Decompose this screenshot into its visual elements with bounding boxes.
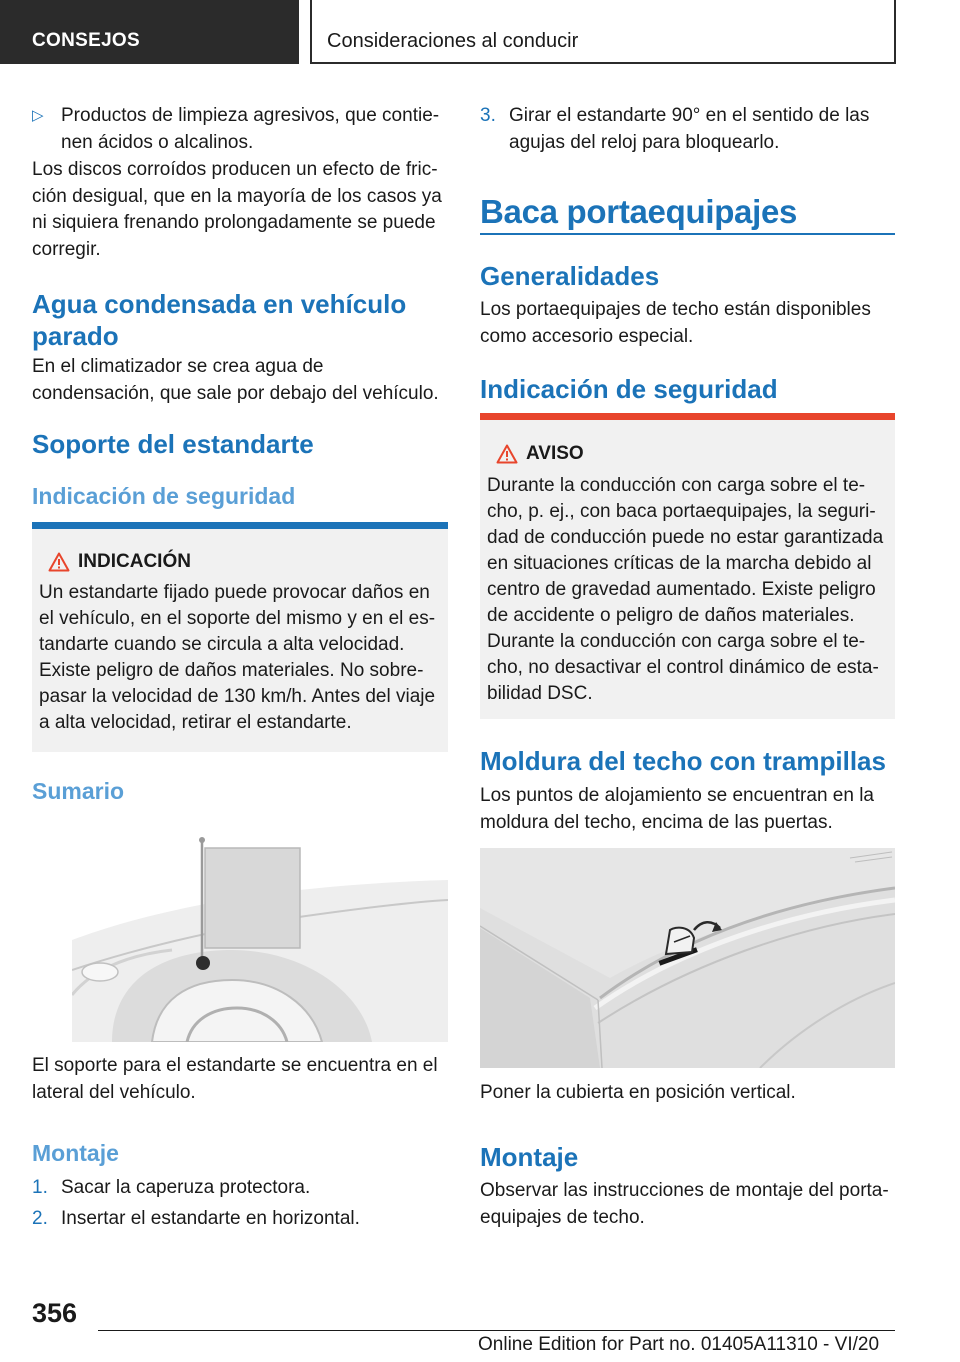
subheading-sumario: Sumario bbox=[32, 778, 125, 804]
paragraph-sumario: El soporte para el estandarte se encuentra en el lateral del vehículo. bbox=[32, 1055, 438, 1103]
heading-generalidades: Generalidades bbox=[480, 261, 660, 291]
subheading-indicacion-seguridad: Indicación de seguridad bbox=[32, 483, 296, 509]
triangle-bullet-icon: ▷ bbox=[32, 107, 44, 124]
warning-bar bbox=[480, 413, 895, 420]
notice-title: INDICACIÓN bbox=[78, 551, 191, 572]
warning-triangle-icon bbox=[48, 552, 70, 572]
header-section-label: CONSEJOS bbox=[32, 30, 140, 51]
paragraph-moldura: Los puntos de alojamiento se encuentran en la moldura del techo, encima de las puertas. bbox=[480, 785, 874, 833]
warning-triangle-icon bbox=[496, 444, 518, 464]
header-chapter-label: Consideraciones al conducir bbox=[327, 30, 579, 52]
bullet-text: Productos de limpieza agresivos, que contie‐ nen ácidos o alcalinos. bbox=[61, 105, 440, 153]
heading-agua-condensada: Agua condensada en vehículo parado bbox=[32, 289, 407, 351]
header-section-tab bbox=[0, 0, 299, 64]
heading-baca-portaequipajes: Baca portaequipajes bbox=[480, 193, 798, 230]
paragraph-cubierta: Poner la cubierta en posición vertical. bbox=[480, 1082, 796, 1103]
roof-rail-illustration bbox=[480, 848, 895, 1068]
paragraph-discos: Los discos corroídos producen un efecto de fric‐ ción desigual, que en la mayoría de los casos ya ni siquiera frenando prolongadamente se puede corregir. bbox=[32, 159, 442, 260]
step-number: 2. bbox=[32, 1208, 48, 1229]
notice-bar bbox=[32, 522, 448, 529]
flag-holder-illustration bbox=[72, 830, 448, 1042]
heading-soporte-estandarte: Soporte del estandarte bbox=[32, 429, 314, 459]
warning-title: AVISO bbox=[526, 443, 584, 464]
footer-rule bbox=[98, 1330, 895, 1331]
step-text: Insertar el estandarte en horizontal. bbox=[61, 1208, 360, 1229]
warning-box bbox=[480, 413, 895, 719]
page-number: 356 bbox=[32, 1298, 78, 1328]
paragraph-agua: En el climatizador se crea agua de condensación, que sale por debajo del vehículo. bbox=[32, 356, 439, 404]
notice-box bbox=[32, 522, 448, 752]
warning-text: Durante la conducción con carga sobre el te‐ cho, p. ej., con baca portaequipajes, la seguri‐ dad de conducción puede no estar garantizada en situaciones críticas de la marcha debido al centro de gravedad aumentado. Existe peligro de accidente o peligro de daños materiales. Durante la conducción con carga sobre el te‐ cho, no desactivar el control dinámico de esta‐ bilidad DSC. bbox=[487, 475, 884, 704]
heading-indicacion-seguridad: Indicación de seguridad bbox=[480, 374, 778, 404]
footer-edition: Online Edition for Part no. 01405A11310 - VI/20 bbox=[478, 1334, 880, 1355]
step-number: 3. bbox=[480, 105, 496, 126]
notice-text: Un estandarte fijado puede provocar daños en el vehículo, en el soporte del mismo y en el es‐ tandarte cuando se circula a alta velocidad. Existe peligro de daños materiales. No sobre‐ pasar la velocidad de 130 km/h. Antes del viaje a alta velocidad, retirar el estandarte. bbox=[39, 582, 436, 733]
paragraph-montaje: Observar las instrucciones de montaje del porta‐ equipajes de techo. bbox=[480, 1180, 889, 1228]
subheading-montaje-left: Montaje bbox=[32, 1140, 119, 1166]
header-chapter-box bbox=[310, 0, 896, 64]
heading-underline bbox=[480, 233, 895, 235]
paragraph-generalidades: Los portaequipajes de techo están disponibles como accesorio especial. bbox=[480, 299, 871, 347]
step-text: Girar el estandarte 90° en el sentido de las agujas del reloj para bloquearlo. bbox=[509, 105, 870, 153]
step-number: 1. bbox=[32, 1177, 48, 1198]
heading-montaje-right: Montaje bbox=[480, 1142, 579, 1172]
heading-moldura-techo: Moldura del techo con trampillas bbox=[480, 746, 886, 776]
step-text: Sacar la caperuza protectora. bbox=[61, 1177, 311, 1198]
